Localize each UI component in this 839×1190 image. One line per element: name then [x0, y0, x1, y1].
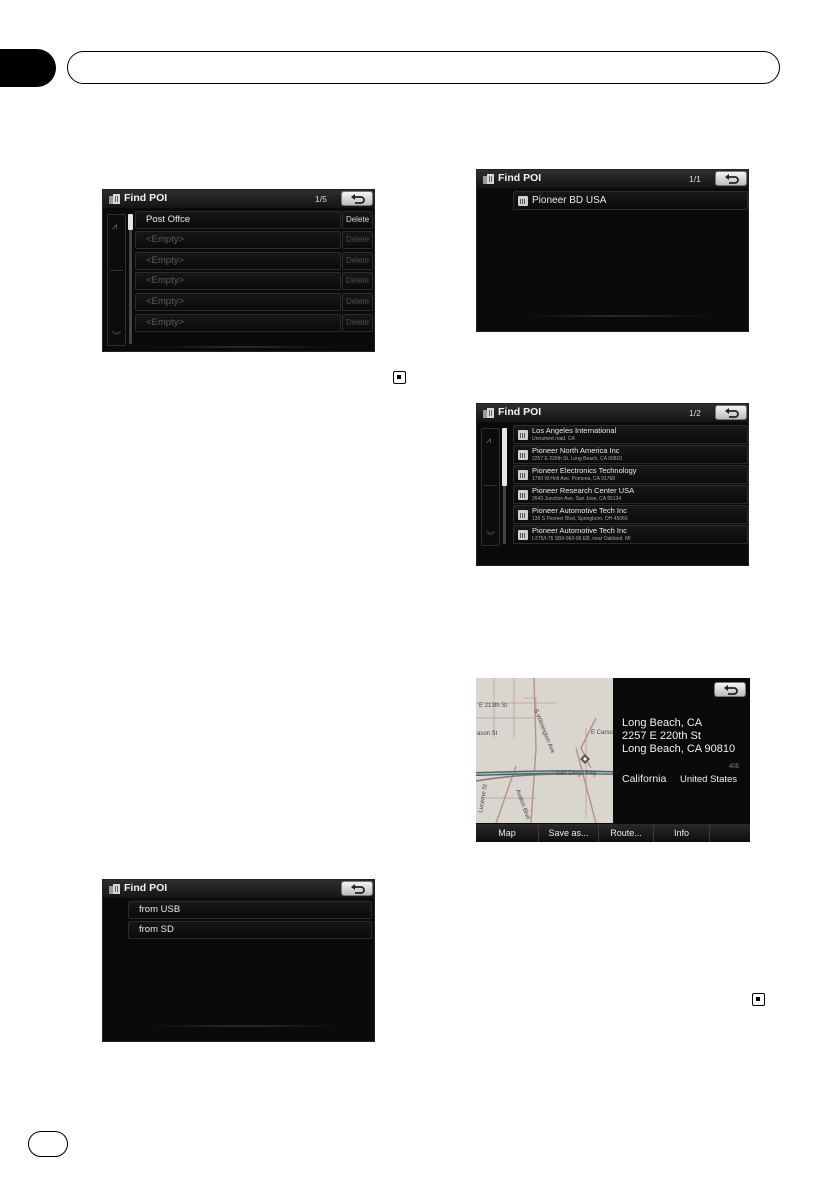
find-poi-result-screen: [476, 169, 749, 332]
list-item-label: Post Offce: [146, 214, 191, 225]
route-badge: 405: [729, 764, 740, 770]
save-as-button[interactable]: Save as...: [539, 824, 599, 842]
back-arrow-icon: [350, 883, 366, 895]
location-info-screen: [476, 678, 750, 842]
screen-title: Find POI: [498, 172, 542, 184]
poi-list-item[interactable]: [513, 445, 748, 464]
building-icon: [518, 510, 528, 520]
street-label: San Diego Fwy: [556, 771, 597, 777]
address-line: 2257 E 220th St: [622, 730, 701, 742]
delete-button[interactable]: Delete: [342, 211, 373, 229]
list-item[interactable]: [135, 211, 341, 229]
screen-title: Find POI: [124, 192, 168, 204]
page-number-badge: [28, 1131, 68, 1157]
building-icon: [518, 430, 528, 440]
poi-address: 2643 Junction Ave, San Jose, CA 95134: [532, 496, 622, 502]
back-button[interactable]: [341, 191, 373, 206]
end-mark-icon: [752, 993, 765, 1006]
poi-list-item[interactable]: [513, 485, 748, 504]
page-count: 1/5: [315, 194, 327, 204]
address-line: Long Beach, CA 90810: [622, 743, 736, 755]
poi-list-item[interactable]: [513, 505, 748, 524]
back-button[interactable]: [715, 171, 747, 186]
building-icon: [518, 530, 528, 540]
list-item[interactable]: [135, 293, 341, 311]
poi-folder-icon: [109, 883, 121, 895]
list-item[interactable]: [135, 314, 341, 332]
building-icon: [518, 470, 528, 480]
list-item-label: <Empty>: [146, 296, 185, 307]
back-button[interactable]: [714, 682, 746, 697]
street-label: E Carso: [591, 730, 613, 736]
from-sd-item[interactable]: [128, 921, 372, 939]
poi-address: 2257 E 220th St, Long Beach, CA 90810: [532, 456, 623, 462]
poi-folder-icon: [483, 173, 495, 185]
list-item-label: <Empty>: [146, 275, 185, 286]
poi-name: Pioneer North America Inc: [532, 446, 620, 455]
state-label: California: [622, 773, 667, 785]
section-tab: [0, 49, 56, 87]
title-bar: [103, 190, 374, 208]
end-mark-icon: [393, 371, 406, 384]
poi-folder-icon: [483, 407, 495, 419]
list-item-label: from SD: [139, 924, 174, 935]
bottom-action-bar: [476, 824, 750, 842]
find-poi-history-screen: [102, 189, 375, 352]
back-button[interactable]: [715, 405, 747, 420]
poi-name: Pioneer BD USA: [532, 195, 607, 206]
route-button[interactable]: Route...: [599, 824, 654, 842]
poi-address: 1790 W.Holt Ave, Pomona, CA 91768: [532, 476, 616, 482]
floor-glow: [143, 1025, 343, 1027]
info-button[interactable]: Info: [654, 824, 710, 842]
building-icon: [518, 196, 528, 206]
title-bar: [477, 170, 748, 188]
double-chevron-down-icon[interactable]: ︾: [486, 531, 496, 541]
delete-button[interactable]: Delete: [342, 252, 373, 270]
poi-list-item[interactable]: [513, 525, 748, 544]
country-label: United States: [680, 774, 738, 785]
street-label: ason St: [477, 731, 498, 737]
floor-glow: [143, 346, 343, 348]
screen-title: Find POI: [124, 882, 168, 894]
back-button[interactable]: [341, 881, 373, 896]
poi-list-item[interactable]: [513, 191, 748, 210]
double-chevron-down-icon[interactable]: ︾: [112, 331, 122, 341]
map-drawing: [476, 678, 613, 823]
poi-address: Unnamed road, CA: [532, 436, 575, 442]
back-arrow-icon: [724, 407, 740, 419]
poi-name: Pioneer Research Center USA: [532, 486, 635, 495]
list-item-label: <Empty>: [146, 255, 185, 266]
street-label: Avalon Blvd: [514, 788, 531, 821]
scrollbar-thumb[interactable]: [128, 214, 133, 230]
double-chevron-up-icon[interactable]: ⩘: [486, 435, 492, 445]
delete-button[interactable]: Delete: [342, 231, 373, 249]
building-icon: [518, 490, 528, 500]
scrollbar-thumb[interactable]: [502, 428, 507, 486]
page-count: 1/2: [689, 408, 701, 418]
page-count: 1/1: [689, 174, 701, 184]
address-panel: [613, 678, 750, 823]
title-bar: [477, 404, 748, 422]
back-arrow-icon: [724, 173, 740, 185]
list-item[interactable]: [135, 231, 341, 249]
screen-title: Find POI: [498, 406, 542, 418]
map-button[interactable]: Map: [476, 824, 539, 842]
poi-folder-icon: [109, 193, 121, 205]
poi-address: I-275/I-75 SB/I-96/I-96 EB, near Oakland, MI: [532, 536, 631, 542]
delete-button[interactable]: Delete: [342, 314, 373, 332]
delete-button[interactable]: Delete: [342, 293, 373, 311]
list-item[interactable]: [135, 272, 341, 290]
street-label: S Wilmington Ave: [532, 708, 556, 755]
double-chevron-up-icon[interactable]: ⩘: [112, 221, 118, 231]
poi-name: Los Angeles International: [532, 426, 617, 435]
poi-list-item[interactable]: [513, 425, 748, 444]
back-arrow-icon: [350, 193, 366, 205]
header-bar: [67, 51, 780, 84]
title-bar: [103, 880, 374, 898]
poi-name: Pioneer Electronics Technology: [532, 466, 637, 475]
list-item-label: <Empty>: [146, 317, 185, 328]
address-line: Long Beach, CA: [622, 717, 703, 729]
poi-list-item[interactable]: [513, 465, 748, 484]
list-item[interactable]: [135, 252, 341, 270]
scrollbar-track[interactable]: [129, 214, 132, 344]
poi-name: Pioneer Automotive Tech Inc: [532, 506, 627, 515]
scrollbar-track[interactable]: [503, 428, 506, 544]
map-view[interactable]: [476, 678, 613, 823]
list-item-label: from USB: [139, 904, 181, 915]
scroll-column[interactable]: [481, 428, 500, 546]
street-label: E 213th St: [479, 703, 508, 709]
scroll-column[interactable]: [107, 214, 126, 346]
street-label: Lucerne St: [478, 783, 490, 814]
poi-name: Pioneer Automotive Tech Inc: [532, 526, 627, 535]
list-item-label: <Empty>: [146, 234, 185, 245]
floor-glow: [517, 315, 717, 317]
poi-address: 130 S Pioneer Blvd, Springboro, OH 45066: [532, 516, 628, 522]
back-arrow-icon: [723, 684, 739, 696]
find-poi-results-list-screen: [476, 403, 749, 566]
delete-button[interactable]: Delete: [342, 272, 373, 290]
find-poi-source-screen: [102, 879, 375, 1042]
from-usb-item[interactable]: [128, 901, 372, 919]
building-icon: [518, 450, 528, 460]
